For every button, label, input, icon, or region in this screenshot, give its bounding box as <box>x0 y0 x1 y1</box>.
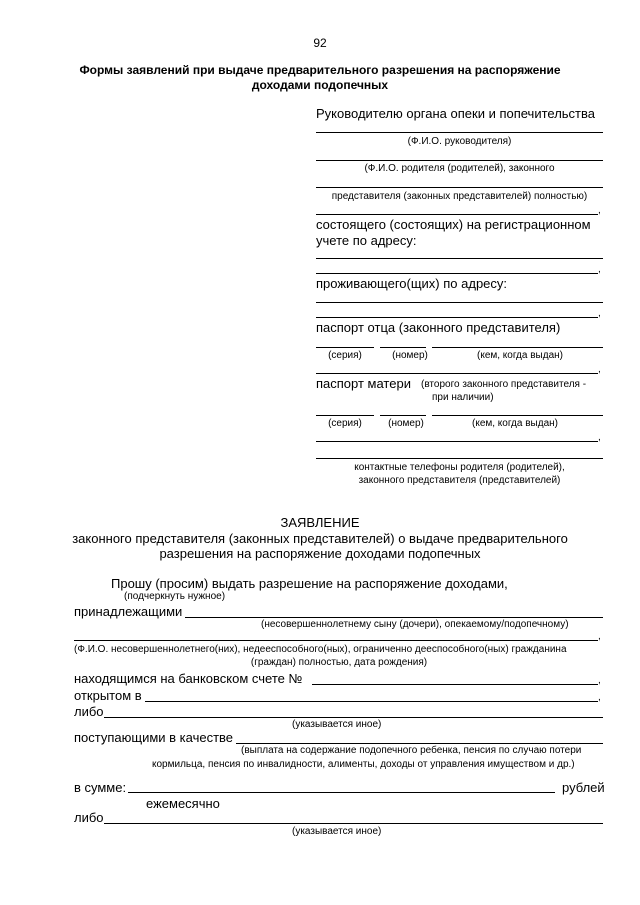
residence-address-field-1[interactable] <box>316 302 603 303</box>
contact-phones-field[interactable] <box>316 458 603 459</box>
mother-passport-number-field[interactable] <box>380 415 426 416</box>
mother-passport-field-2[interactable] <box>316 441 598 442</box>
registration-address-field-2[interactable] <box>316 273 598 274</box>
statement-subheading-line2: разрешения на распоряжение доходами подопечных <box>159 546 481 561</box>
registered-label-line1: состоящего (состоящих) на регистрационном <box>316 217 591 232</box>
phones-hint-line1: контактные телефоны родителя (родителей), <box>354 462 565 473</box>
mother-passport-series-field[interactable] <box>316 415 374 416</box>
series-hint-2: (серия) <box>328 418 362 429</box>
belonging-label: принадлежащими <box>74 604 183 619</box>
form-title-line2: доходами подопечных <box>251 78 389 92</box>
request-text: Прошу (просим) выдать разрешение на распоряжение доходами, <box>111 576 508 591</box>
mother-note-line2: при наличии) <box>432 392 494 403</box>
statement-subheading-line1: законного представителя (законных представителей) о выдаче предварительного <box>72 531 568 546</box>
opened-in-label: открытом в <box>74 688 142 703</box>
other-account-field[interactable] <box>104 717 603 718</box>
ward-name-field[interactable] <box>74 640 598 641</box>
residing-label: проживающего(щих) по адресу: <box>316 276 508 291</box>
incoming-hint-line2: кормильца, пенсия по инвалидности, алименты, доходы от управления имуществом и др.) <box>152 759 575 770</box>
ward-hint-line1: (Ф.И.О. несовершеннолетнего(них), недееспособного(ных), ограниченно дееспособного(ных) гражданина <box>74 644 567 655</box>
father-passport-series-field[interactable] <box>316 347 374 348</box>
issued-hint: (кем, когда выдан) <box>477 350 563 361</box>
number-hint-2: (номер) <box>388 418 424 429</box>
currency-label: рублей <box>562 780 605 795</box>
registration-address-field-1[interactable] <box>316 258 603 259</box>
page-number: 92 <box>313 36 327 50</box>
income-type-field[interactable] <box>236 743 603 744</box>
parent-name-field-2[interactable] <box>316 187 603 188</box>
ward-hint-line2: (граждан) полностью, дата рождения) <box>250 657 428 668</box>
amount-label: в сумме: <box>74 780 127 795</box>
mother-passport-issued-field[interactable] <box>432 415 603 416</box>
or-label-2: либо <box>74 810 104 825</box>
bank-account-label: находящимся на банковском счете № <box>74 671 303 686</box>
underline-hint: (подчеркнуть нужное) <box>124 591 226 602</box>
parent-hint-line2: представителя (законных представителей) полностью) <box>331 191 588 202</box>
other-amount-field[interactable] <box>104 823 603 824</box>
phones-hint-line2: законного представителя (представителей) <box>358 475 561 486</box>
belonging-field[interactable] <box>185 617 603 618</box>
incoming-hint-line1: (выплата на содержание подопечного ребенка, пенсия по случаю потери <box>241 745 582 756</box>
parent-hint-line1: (Ф.И.О. родителя (родителей), законного <box>364 163 555 174</box>
or-label: либо <box>74 704 104 719</box>
statement-heading: ЗАЯВЛЕНИЕ <box>280 515 360 530</box>
registered-label-line2: учете по адресу: <box>316 233 417 248</box>
father-passport-label: паспорт отца (законного представителя) <box>316 320 561 335</box>
residence-address-field-2[interactable] <box>316 317 598 318</box>
issued-hint-2: (кем, когда выдан) <box>472 418 558 429</box>
other-hint: (указывается иное) <box>292 719 382 730</box>
father-passport-number-field[interactable] <box>380 347 426 348</box>
parent-name-field-3[interactable] <box>316 214 598 215</box>
mother-passport-label: паспорт матери <box>316 376 411 391</box>
minor-hint: (несовершеннолетнему сыну (дочери), опекаемому/подопечному) <box>261 619 569 630</box>
head-name-field[interactable] <box>316 132 603 133</box>
parent-name-field-1[interactable] <box>316 160 603 161</box>
series-hint: (серия) <box>328 350 362 361</box>
bank-account-field[interactable] <box>312 684 598 685</box>
other-hint-2: (указывается иное) <box>292 826 382 837</box>
bank-name-field[interactable] <box>145 701 598 702</box>
father-passport-issued-field[interactable] <box>432 347 603 348</box>
father-passport-field-2[interactable] <box>316 373 598 374</box>
number-hint: (номер) <box>392 350 428 361</box>
monthly-label: ежемесячно <box>146 796 220 811</box>
amount-field[interactable] <box>128 792 555 793</box>
addressee: Руководителю органа опеки и попечительства <box>316 106 595 121</box>
head-name-hint: (Ф.И.О. руководителя) <box>407 136 512 147</box>
incoming-as-label: поступающими в качестве <box>74 730 234 745</box>
form-title-line1: Формы заявлений при выдаче предварительного разрешения на распоряжение <box>79 63 561 77</box>
mother-note-line1: (второго законного представителя - <box>421 379 587 390</box>
